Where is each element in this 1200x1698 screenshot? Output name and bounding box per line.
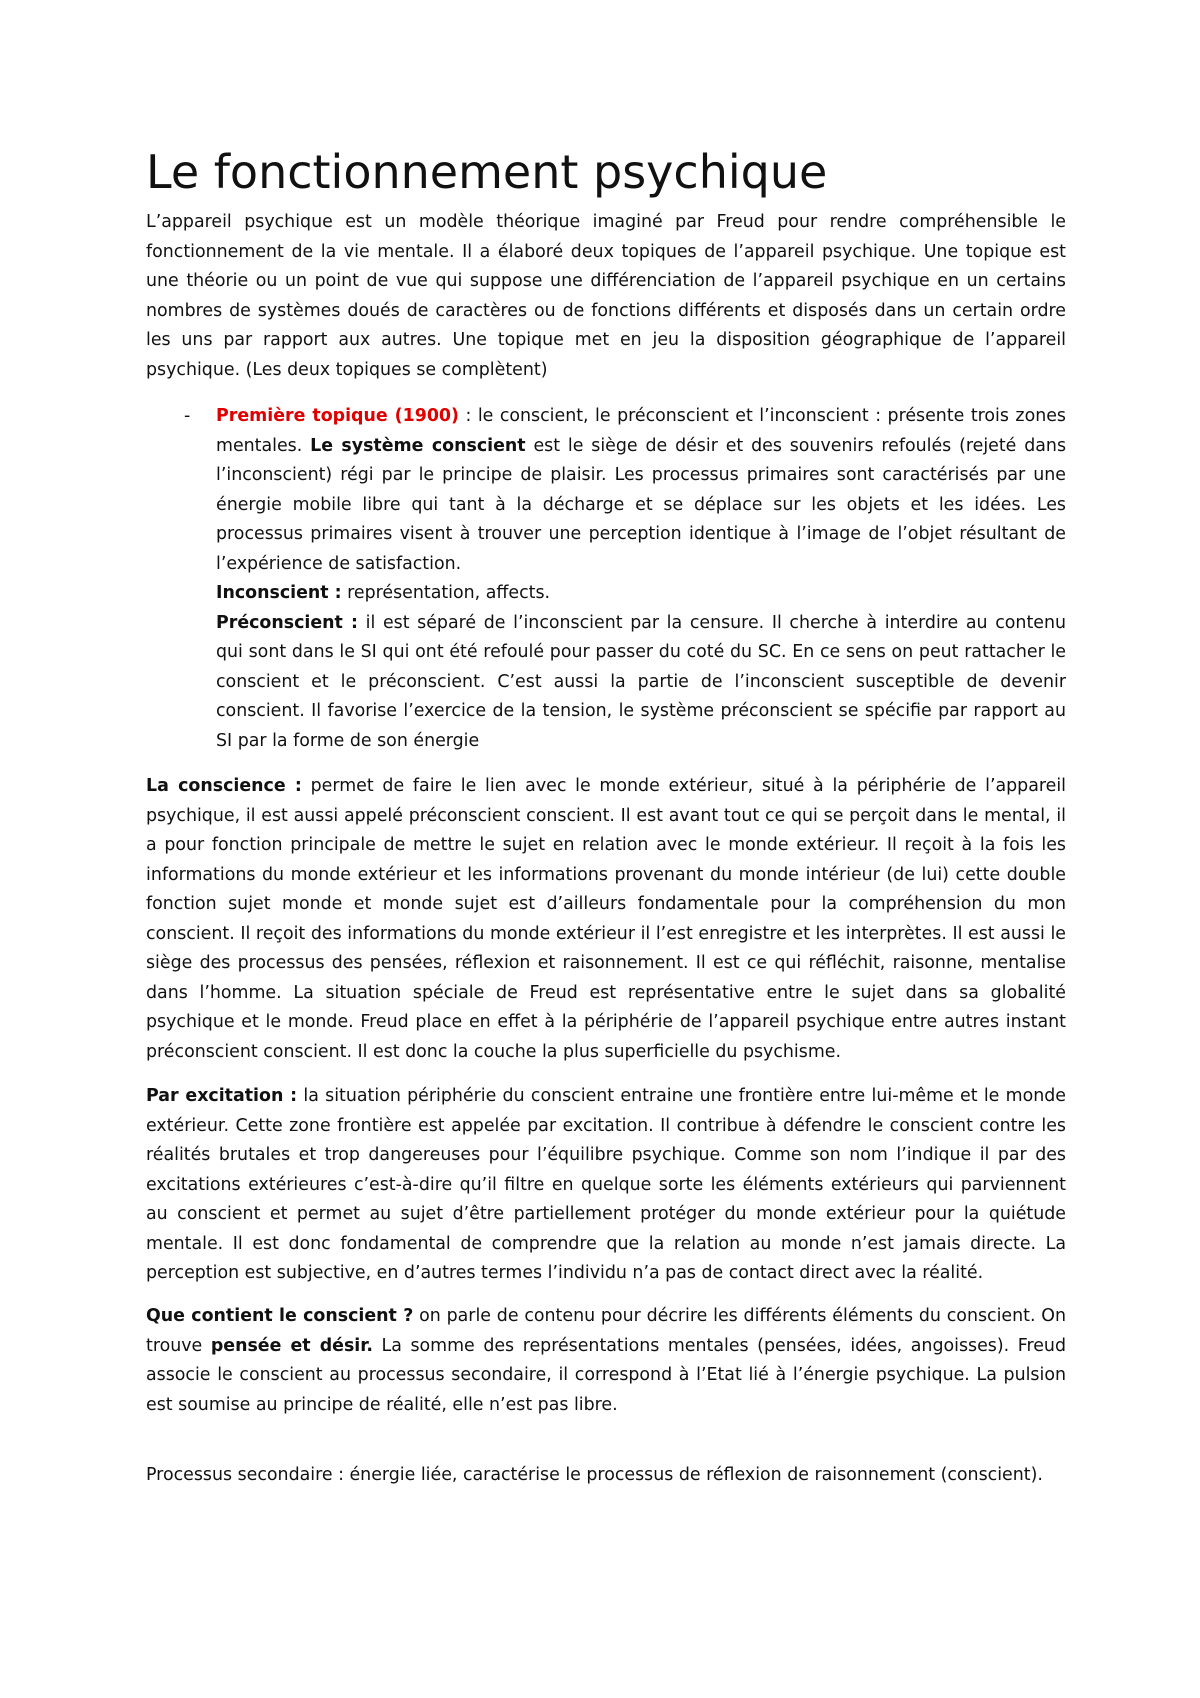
contient-paragraph — [146, 1302, 1066, 1420]
conscience-text: permet de faire le lien avec le monde extérieur, situé à la périphérie de l’appareil psychique, il est aussi appelé préconscient conscient. Il est avant tout ce qui se perçoit dans le mental, il a pour fonction principale de mettre le sujet en relation avec le monde extérieur. Il reçoit à la fois les informations du monde extérieur et les informations provenant du monde intérieur (de lui) cette double fonction sujet monde et monde sujet est d’ailleurs fondamentale pour la compréhension du mon conscient. Il reçoit des informations du monde extérieur il l’est enregistre et les interprètes. Il est aussi le siège des processus des pensées, réflexion et raisonnement. Il est ce qui réfléchit, raisonne, mentalise dans l’homme. La situation spéciale de Freud est représentative entre le sujet dans sa globalité psychique et le monde. Freud place en effet à la périphérie de l’appareil psychique entre autres instant préconscient conscient. Il est donc la couche la plus superficielle du psychisme. — [146, 776, 1066, 1062]
secondaire-section — [146, 1461, 1066, 1491]
contient-text-1: on parle de contenu pour décrire les différents éléments du conscient. On trouve — [146, 1306, 1067, 1356]
excitation-text: la situation périphérie du conscient entraine une frontière entre lui-même et le monde extérieur. Cette zone frontière est appelée par excitation. Il contribue à défendre le conscient contre les réalités brutales et trop dangereuses pour l’équilibre psychique. Comme son nom l’indique il par des excitations extérieures c’est-à-dire qu’il filtre en quelque sorte les éléments extérieurs qui parviennent au conscient et permet au sujet d’être partiellement protéger du monde extérieur pour la quiétude mentale. Il est donc fondamental de comprendre que la relation au monde n’est jamais directe. La perception est subjective, en d’autres termes l’individu n’a pas de contact direct avec la réalité. — [146, 1086, 1066, 1283]
preconscient-text: il est séparé de l’inconscient par la censure. Il cherche à interdire au contenu qui sont dans le SI qui ont été refoulé pour passer du coté du SC. En ce sens on peut rattacher le conscient et le préconscient. C’est aussi la partie de l’inconscient susceptible de devenir conscient. Il favorise l’exercice de la tension, le système préconscient se spécifie par rapport au SI par la forme de son énergie — [216, 612, 1067, 751]
premiere-topique-text: : le conscient, le préconscient et l’inconscient : présente trois zones mentales. — [216, 406, 1066, 456]
intro-text: L’appareil psychique est un modèle théorique imaginé par Freud pour rendre compréhensible le fonctionnement de la vie mentale. Il a élaboré deux topiques de l’appareil psychique. Une topique est une théorie ou un point de vue qui suppose une différenciation de l’appareil psychique en un certains nombres de systèmes doués de caractères ou de fonctions différents et disposés dans un certain ordre les uns par rapport aux autres. Une topique met en jeu la disposition géographique de l’appareil psychique. (Les deux topiques se complètent) — [146, 212, 1066, 380]
topique-list — [146, 402, 1066, 756]
premiere-topique-heading: Première topique (1900) — [216, 406, 459, 426]
contient-bold: pensée et désir. — [210, 1335, 373, 1356]
excitation-label: Par excitation : — [146, 1086, 298, 1106]
inconscient-text: représentation, affects. — [341, 583, 551, 603]
list-bullet: - — [184, 406, 191, 426]
secondaire-paragraph: Processus secondaire : énergie liée, caractérise le processus de réflexion de raisonnement (conscient). — [146, 1465, 1043, 1485]
inconscient-label: Inconscient : — [216, 583, 342, 603]
intro-paragraph — [146, 208, 1066, 385]
conscience-section — [146, 772, 1066, 1067]
contient-label: Que contient le conscient ? — [146, 1306, 414, 1326]
premiere-topique-paragraph — [216, 402, 1066, 579]
systeme-conscient-label: Le système conscient — [310, 435, 526, 456]
excitation-paragraph — [146, 1082, 1066, 1289]
excitation-section — [146, 1082, 1066, 1289]
preconscient-paragraph — [216, 609, 1066, 757]
document-title: Le fonctionnement psychique — [146, 145, 828, 199]
list-item — [216, 402, 1066, 756]
conscience-label: La conscience : — [146, 776, 302, 796]
inconscient-paragraph — [216, 579, 1066, 609]
contient-text-2: La somme des représentations mentales (pensées, idées, angoisses). Freud associe le conscient au processus secondaire, il correspond à l’Etat lié à l’énergie psychique. La pulsion est soumise au principe de réalité, elle n’est pas libre. — [146, 1335, 1066, 1415]
systeme-conscient-text: est le siège de désir et des souvenirs refoulés (rejeté dans l’inconscient) régi par le principe de plaisir. Les processus primaires sont caractérisés par une énergie mobile libre qui tant à la décharge et se déplace sur les objets et les idées. Les processus primaires visent à trouver une perception identique à l’image de l’objet résultant de l’expérience de satisfaction. — [216, 435, 1067, 574]
contient-section — [146, 1302, 1066, 1420]
conscience-paragraph — [146, 772, 1066, 1067]
preconscient-label: Préconscient : — [216, 612, 358, 633]
